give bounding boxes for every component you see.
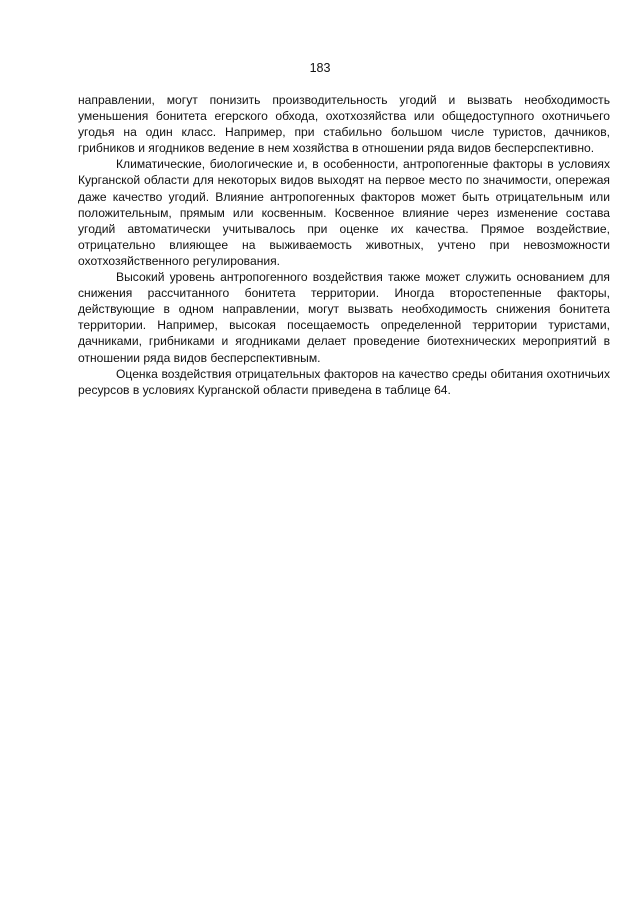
paragraph-climatic-factors: Климатические, биологические и, в особенности, антропогенные факторы в условиях Курганской области для некоторых видов выходят на первое место по значимости, опережая даже качество угодий. Влияние антропогенных факторов может быть отрицательным или положительным, прямым или косвенным. Косвенное влияние через изменение состава угодий автоматически учитывалось при оценке их качества. Прямое воздействие, отрицательно влияющее на выживаемость животных, учтено при невозможности охотхозяйственного регулирования. (78, 157, 610, 268)
paragraph-continued: направлении, могут понизить производительность угодий и вызвать необходимость уменьшения бонитета егерского обхода, охотхозяйства или общедоступного охотничьего угодья на один класс. Например, при стабильно большом числе туристов, дачников, грибников и ягодников ведение в нем хозяйства в отношении ряда видов бесперспективно. (78, 93, 610, 156)
document-body (78, 92, 610, 398)
paragraph-anthropogenic-impact: Высокий уровень антропогенного воздействия также может служить основанием для снижения рассчитанного бонитета территории. Иногда второстепенные факторы, действующие в одном направлении, могут вызвать необходимость снижения бонитета территории. Например, высокая посещаемость определенной территории туристами, дачниками, грибниками и ягодниками делает проведение биотехнических мероприятий в отношении ряда видов бесперспективным. (78, 270, 610, 365)
page-number: 183 (309, 61, 331, 75)
paragraph-table-reference: Оценка воздействия отрицательных факторов на качество среды обитания охотничьих ресурсов в условиях Курганской области приведена в таблице 64. (78, 366, 610, 397)
